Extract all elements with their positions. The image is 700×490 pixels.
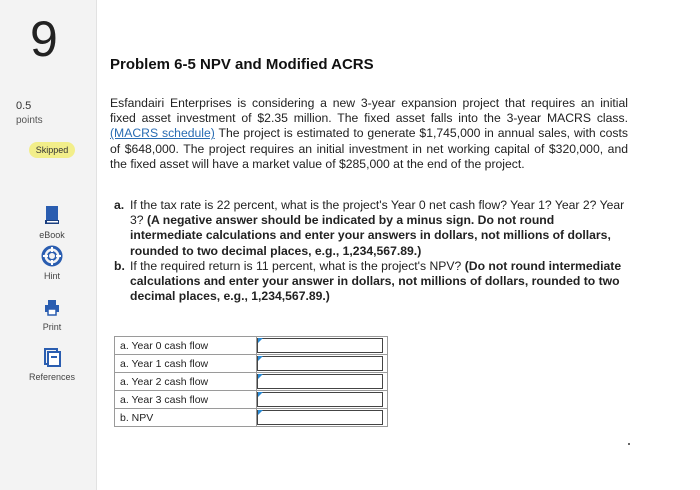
print-icon [41,296,63,318]
print-button[interactable] [14,296,90,332]
ebook-label: eBook [39,230,65,240]
table-row [115,355,388,373]
question-a-text: If the tax rate is 22 percent, what is the project's Year 0 net cash flow? Year 1? Year 2? Year 3? [130,198,625,228]
table-row [115,373,388,391]
references-label: References [28,372,76,382]
answer-cell [257,355,388,373]
problem-statement [110,96,628,172]
input-flag-icon [258,356,263,361]
question-list [110,198,628,304]
hint-label: Hint [43,271,60,281]
npv-input[interactable] [257,410,383,425]
problem-text-part1: Esfandairi Enterprises is considering a new 3-year expansion project that requires an initial fixed asset investment of $2.35 million. The fixed asset falls into the 3-year MACRS class. [110,96,628,126]
points-value: 0.5 [16,100,32,112]
table-row [115,391,388,409]
input-flag-icon [258,374,263,379]
table-row [115,337,388,355]
print-label: Print [42,322,62,332]
input-flag-icon [258,410,263,415]
problem-text-part2: The project is estimated to generate $1,745,000 in annual sales, with costs of $648,000. The project requires an initial investment in net working capital of $320,000, and the fixed asset will have a market value of $285,000 at the end of the project. [110,126,628,171]
answer-label: a. Year 3 cash flow [115,391,257,409]
question-b-label: b. [114,258,125,273]
year3-cash-flow-input[interactable] [257,392,383,407]
question-b [110,259,628,305]
question-sidebar [0,0,97,490]
question-a-instructions: (A negative answer should be indicated by a minus sign. Do not round intermediate calculations and enter your answers in dollars, not millions of dollars, rounded to two decimal places, e.g., 1,234,567.89.) [130,213,611,258]
answer-cell [257,373,388,391]
input-flag-icon [258,392,263,397]
answer-cell [257,391,388,409]
question-number: 9 [30,11,58,67]
input-flag-icon [258,338,263,343]
macrs-schedule-link[interactable]: (MACRS schedule) [110,126,215,141]
question-a [110,198,628,259]
ebook-button[interactable] [14,204,90,240]
problem-title: Problem 6-5 NPV and Modified ACRS [110,56,374,73]
answer-cell [257,337,388,355]
status-badge: Skipped [29,142,75,158]
year2-cash-flow-input[interactable] [257,374,383,389]
question-b-text: If the required return is 11 percent, what is the project's NPV? [130,258,465,273]
points-label: points [16,115,43,126]
answer-label: a. Year 1 cash flow [115,355,257,373]
table-row [115,409,388,427]
year1-cash-flow-input[interactable] [257,356,383,371]
answer-label: a. Year 2 cash flow [115,373,257,391]
answer-label: b. NPV [115,409,257,427]
hint-button[interactable] [14,245,90,281]
answer-table [114,336,388,427]
divider-dot [628,443,630,445]
answer-cell [257,409,388,427]
references-icon [41,346,63,368]
question-b-instructions: (Do not round intermediate calculations and enter your answer in dollars, not millions of dollars, rounded to two decimal places, e.g., 1,234,567.89.) [130,258,622,304]
references-button[interactable] [14,346,90,382]
year0-cash-flow-input[interactable] [257,338,383,353]
hint-icon [41,245,63,267]
question-a-label: a. [114,198,125,212]
ebook-icon [41,204,63,226]
answer-label: a. Year 0 cash flow [115,337,257,355]
